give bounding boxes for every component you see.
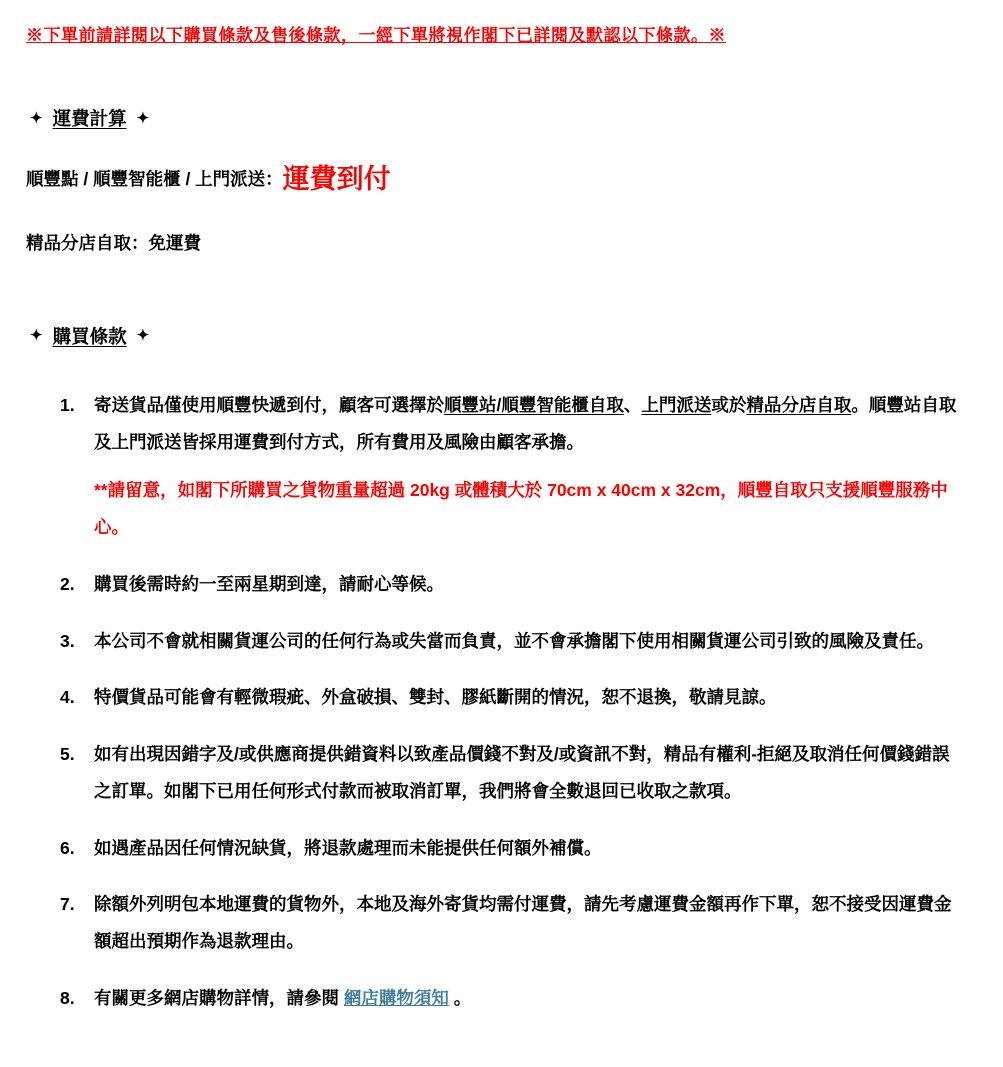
text-segment: 寄送貨品僅使用順豐快遞到付，顧客可選擇於 (94, 394, 444, 415)
shipping-heading-text: 運費計算 (52, 108, 127, 130)
term-list-item (60, 886, 965, 964)
term-item-number: 6. (60, 837, 75, 858)
text-segment: 。順豐站自取及上門派送皆採用運費到付方式，所有費用及風險由顧客承擔。 (94, 394, 957, 452)
text-segment: 如遇產品因任何情況缺貨，將退款處理而未能提供任何額外補償。 (94, 837, 602, 858)
term-paragraph (94, 623, 965, 660)
term-list-item (60, 736, 965, 814)
term-item-number: 8. (60, 987, 75, 1008)
term-list-item (60, 830, 965, 871)
term-item-body (94, 830, 965, 871)
term-item-body (94, 623, 965, 664)
term-item-body (94, 566, 965, 607)
term-item-body (94, 679, 965, 720)
term-item-number: 7. (60, 894, 75, 915)
underlined-option-text: 順豐站/順豐智能櫃自取 (444, 394, 624, 415)
text-segment: 、 (623, 394, 642, 415)
term-item-number: 3. (60, 630, 75, 651)
shopping-guide-link[interactable]: 網店購物須知 (343, 987, 449, 1008)
purchase-terms-heading (30, 323, 965, 349)
term-item-body (94, 387, 965, 550)
term-list-item (60, 980, 965, 1021)
term-paragraph (94, 679, 965, 716)
term-list-item (60, 623, 965, 664)
term-item-body (94, 736, 965, 814)
terms-list (26, 387, 965, 1021)
shipping-section-heading (30, 105, 965, 131)
term-warning-paragraph (94, 472, 965, 546)
store-pickup-line: 精品分店自取：免運費 (26, 233, 201, 254)
text-segment: 有關更多網店購物詳情，請參閱 (94, 987, 344, 1008)
text-segment: 運費到付 (282, 164, 391, 195)
purchase-terms-heading-text: 購買條款 (52, 325, 127, 347)
text-segment: **請留意，如閣下所購買之貨物重量超過 20kg 或體積大於 70cm x 40cm x 32cm，順豐自取只支援順豐服務中心。 (94, 480, 948, 538)
term-paragraph (94, 387, 965, 461)
pre-order-notice: ※下單前請詳閱以下購買條款及售後條款，一經下單將視作閣下已詳閱及默認以下條款。※ (26, 26, 726, 45)
text-segment: 除額外列明包本地運費的貨物外，本地及海外寄貨均需付運費，請先考慮運費金額再作下單，恕不接受因運費金額超出預期作為退款理由。 (94, 894, 952, 952)
term-list-item (60, 566, 965, 607)
underlined-option-text: 精品分店自取 (746, 394, 852, 415)
text-segment: 或於 (711, 394, 747, 415)
text-segment: 本公司不會就相關貨運公司的任何行為或失當而負責，並不會承擔閣下使用相關貨運公司引致的風險及責任。 (94, 630, 934, 651)
shipping-methods-line (26, 157, 965, 203)
star-icon: ✦ (30, 109, 43, 127)
term-paragraph (94, 830, 965, 867)
text-segment: 如有出現因錯字及/或供應商提供錯資料以致產品價錢不對及/或資訊不對，精品有權利-拒絕及取消任何價錢錯誤之訂單。如閣下已用任何形式付款而被取消訂單，我們將會全數退回已收取之款項。 (94, 744, 950, 801)
term-list-item (60, 387, 965, 550)
star-icon: ✦ (136, 327, 150, 345)
term-item-body (94, 980, 965, 1021)
star-icon: ✦ (136, 109, 150, 127)
term-item-number: 2. (60, 573, 75, 594)
underlined-option-text: 上門派送 (641, 394, 712, 415)
star-icon: ✦ (30, 327, 43, 345)
term-paragraph (94, 886, 965, 960)
term-item-body (94, 886, 965, 964)
text-segment: 。 (448, 987, 472, 1008)
term-item-number: 5. (60, 744, 75, 765)
term-paragraph (94, 736, 965, 810)
text-segment: 購買後需時約一至兩星期到達，請耐心等候。 (94, 573, 444, 594)
text-segment: 順豐點 / 順豐智能櫃 / 上門派送： (26, 169, 283, 190)
text-segment: 特價貨品可能會有輕微瑕疵、外盒破損、雙封、膠紙斷開的情況，恕不退換，敬請見諒。 (94, 687, 777, 708)
term-paragraph (94, 980, 965, 1017)
term-paragraph (94, 566, 965, 603)
term-list-item (60, 679, 965, 720)
term-item-number: 1. (60, 394, 75, 415)
term-item-number: 4. (60, 687, 75, 708)
